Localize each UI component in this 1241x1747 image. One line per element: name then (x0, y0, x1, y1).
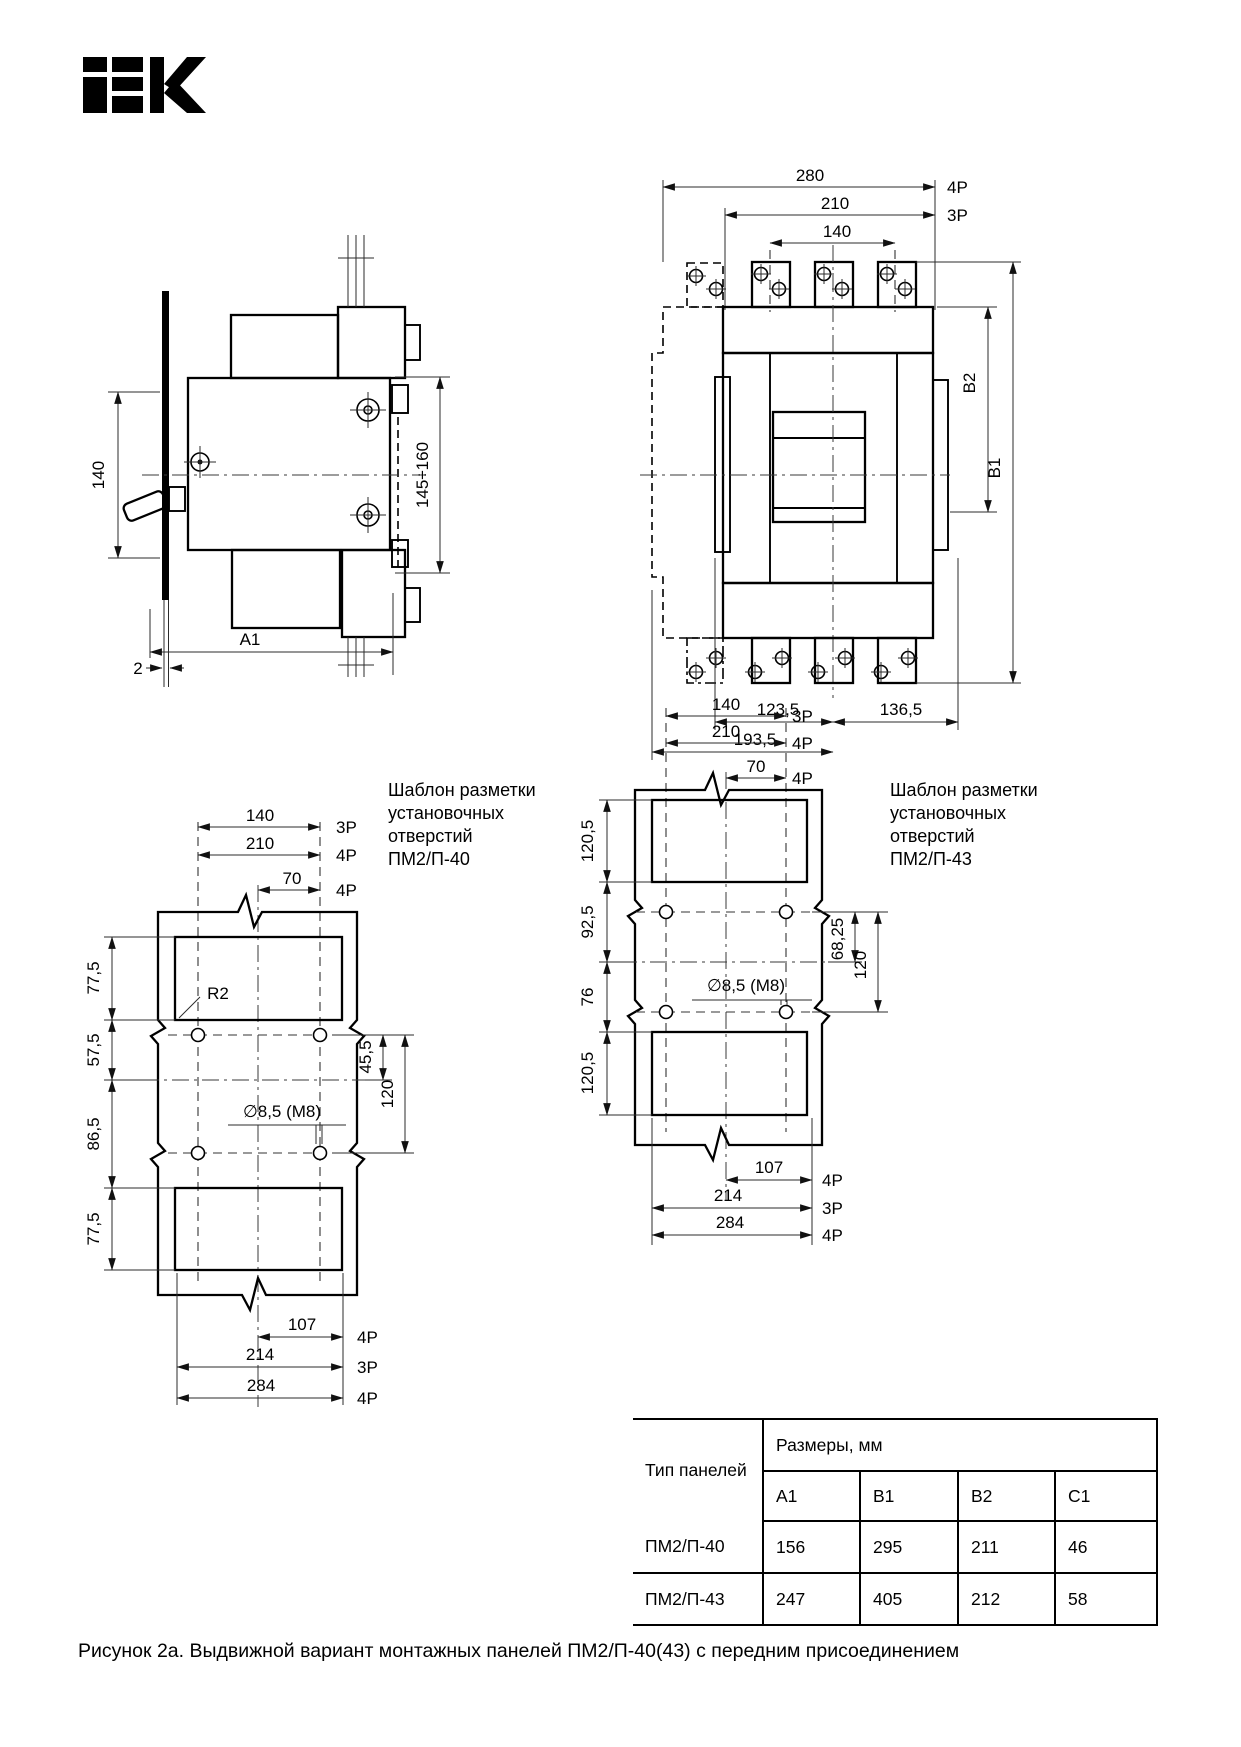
panel-type: ПМ2/П-43 (633, 1573, 763, 1625)
dim-label: 140 (822, 222, 852, 241)
dim-label: 140 (711, 695, 741, 714)
dim-label: 77,5 (84, 961, 103, 995)
dim-label: 92,5 (578, 905, 597, 939)
dim-label: 120 (851, 950, 870, 980)
dim-label: 214 (713, 1186, 743, 1205)
fourth-pole-outline (652, 307, 723, 638)
dim-label: 120 (378, 1079, 397, 1109)
table-row (633, 1573, 1157, 1625)
mounting-hole (314, 1147, 327, 1160)
value-b1: 295 (860, 1521, 958, 1573)
dim-label: 76 (578, 987, 597, 1007)
dim-label: 210 (245, 834, 275, 853)
table-col-a1: A1 (763, 1471, 860, 1521)
dim-label: 2 (133, 659, 143, 678)
pole-label: 4P (822, 1171, 843, 1190)
title-line: Шаблон разметки (890, 780, 1038, 800)
cutout-bottom (652, 1032, 807, 1115)
pole-label: 4P (792, 769, 813, 788)
panel-type: ПМ2/П-40 (633, 1521, 763, 1573)
table-col-b1: B1 (860, 1471, 958, 1521)
pole-label: 4P (336, 881, 357, 900)
dim-label: 214 (245, 1345, 275, 1364)
dim-label: 140 (89, 460, 108, 490)
value-b1: 405 (860, 1573, 958, 1625)
toggle-handle (122, 490, 168, 522)
dim-label: 107 (287, 1315, 317, 1334)
dim-label: 45,5 (356, 1040, 375, 1074)
dim-label: B2 (960, 372, 979, 394)
side-view (80, 225, 460, 705)
mounting-hole (192, 1147, 205, 1160)
iek-logo (75, 50, 210, 120)
mounting-hole (192, 1029, 205, 1042)
mounting-hole (660, 1006, 673, 1019)
dim-label: 57,5 (84, 1033, 103, 1067)
title-line: отверстий (388, 826, 473, 846)
dim-label: 284 (715, 1213, 745, 1232)
dim-label: 210 (820, 194, 850, 213)
dim-label: 140 (245, 806, 275, 825)
pole-label: 3P (947, 206, 968, 225)
dim-label: 70 (282, 869, 302, 888)
pole-label: 4P (357, 1389, 378, 1408)
value-b2: 212 (958, 1573, 1055, 1625)
pole-label: 4P (336, 846, 357, 865)
hole-label: ∅8,5 (M8) (242, 1102, 322, 1121)
title-line: установочных (388, 803, 505, 823)
title-line: ПМ2/П-43 (890, 849, 972, 869)
dim-label: 123,5 (756, 700, 800, 719)
dim-label: 107 (754, 1158, 784, 1177)
dim-label: 68,25 (828, 917, 847, 961)
breaker-body-front (652, 307, 948, 638)
radius-label: R2 (207, 984, 229, 1003)
dim-label: 284 (246, 1376, 276, 1395)
title-line: Шаблон разметки (388, 780, 536, 800)
pole-label: 4P (822, 1226, 843, 1245)
table-col-c1: C1 (1055, 1471, 1157, 1521)
dim-label: 193,5 (733, 730, 777, 749)
pole-label: 4P (357, 1328, 378, 1347)
template-pm2p43-title (890, 779, 1038, 871)
title-line: установочных (890, 803, 1007, 823)
table-header-type: Тип панелей (633, 1419, 763, 1521)
panel-outline (628, 773, 829, 1160)
dim-label: 280 (795, 166, 825, 185)
figure-caption: Рисунок 2а. Выдвижной вариант монтажных панелей ПМ2/П-40(43) с передним присоединением (78, 1640, 960, 1662)
hole-label: ∅8,5 (M8) (706, 976, 786, 995)
pole-label: 3P (792, 707, 813, 726)
mounting-hole (314, 1029, 327, 1042)
value-b2: 211 (958, 1521, 1055, 1573)
pole-label: 3P (822, 1199, 843, 1218)
dim-label: 145÷160 (413, 441, 432, 509)
pole-label: 4P (792, 734, 813, 753)
mounting-hole (780, 906, 793, 919)
dim-label: 120,5 (578, 819, 597, 863)
dim-label: B1 (985, 457, 1004, 479)
screw-symbols (184, 392, 386, 533)
dimensions-table (633, 1418, 1158, 1626)
value-a1: 247 (776, 1588, 806, 1609)
dim-label: 86,5 (84, 1117, 103, 1151)
dim-label: 120,5 (578, 1051, 597, 1095)
terminal-pins (338, 235, 374, 677)
mounting-plate (162, 291, 169, 600)
pole-label: 4P (947, 178, 968, 197)
fourth-pole-terminal (687, 263, 723, 307)
dim-label: 70 (746, 757, 766, 776)
dim-label: 136,5 (879, 700, 923, 719)
value-c1: 46 (1055, 1521, 1157, 1573)
template-pm2p40-title (388, 779, 536, 871)
title-line: ПМ2/П-40 (388, 849, 470, 869)
pole-label: 3P (336, 818, 357, 837)
dim-label: A1 (239, 630, 261, 649)
value-c1: 58 (1055, 1573, 1157, 1625)
table-col-b2: B2 (958, 1471, 1055, 1521)
value-a1: 156 (776, 1536, 806, 1557)
faceplate (773, 412, 865, 522)
title-line: отверстий (890, 826, 975, 846)
mounting-hole (780, 1006, 793, 1019)
mounting-hole (660, 906, 673, 919)
pole-label: 3P (357, 1358, 378, 1377)
dim-label: 77,5 (84, 1212, 103, 1246)
iek-logo-shapes (83, 57, 206, 113)
table-row (633, 1521, 1157, 1573)
template-pm2p43 (560, 660, 900, 1260)
cutout-top (652, 800, 807, 882)
dim-label: 210 (711, 722, 741, 741)
template-pm2p40 (80, 725, 425, 1420)
table-header-sizes: Размеры, мм (763, 1419, 1157, 1471)
top-terminal-screws (686, 264, 915, 299)
